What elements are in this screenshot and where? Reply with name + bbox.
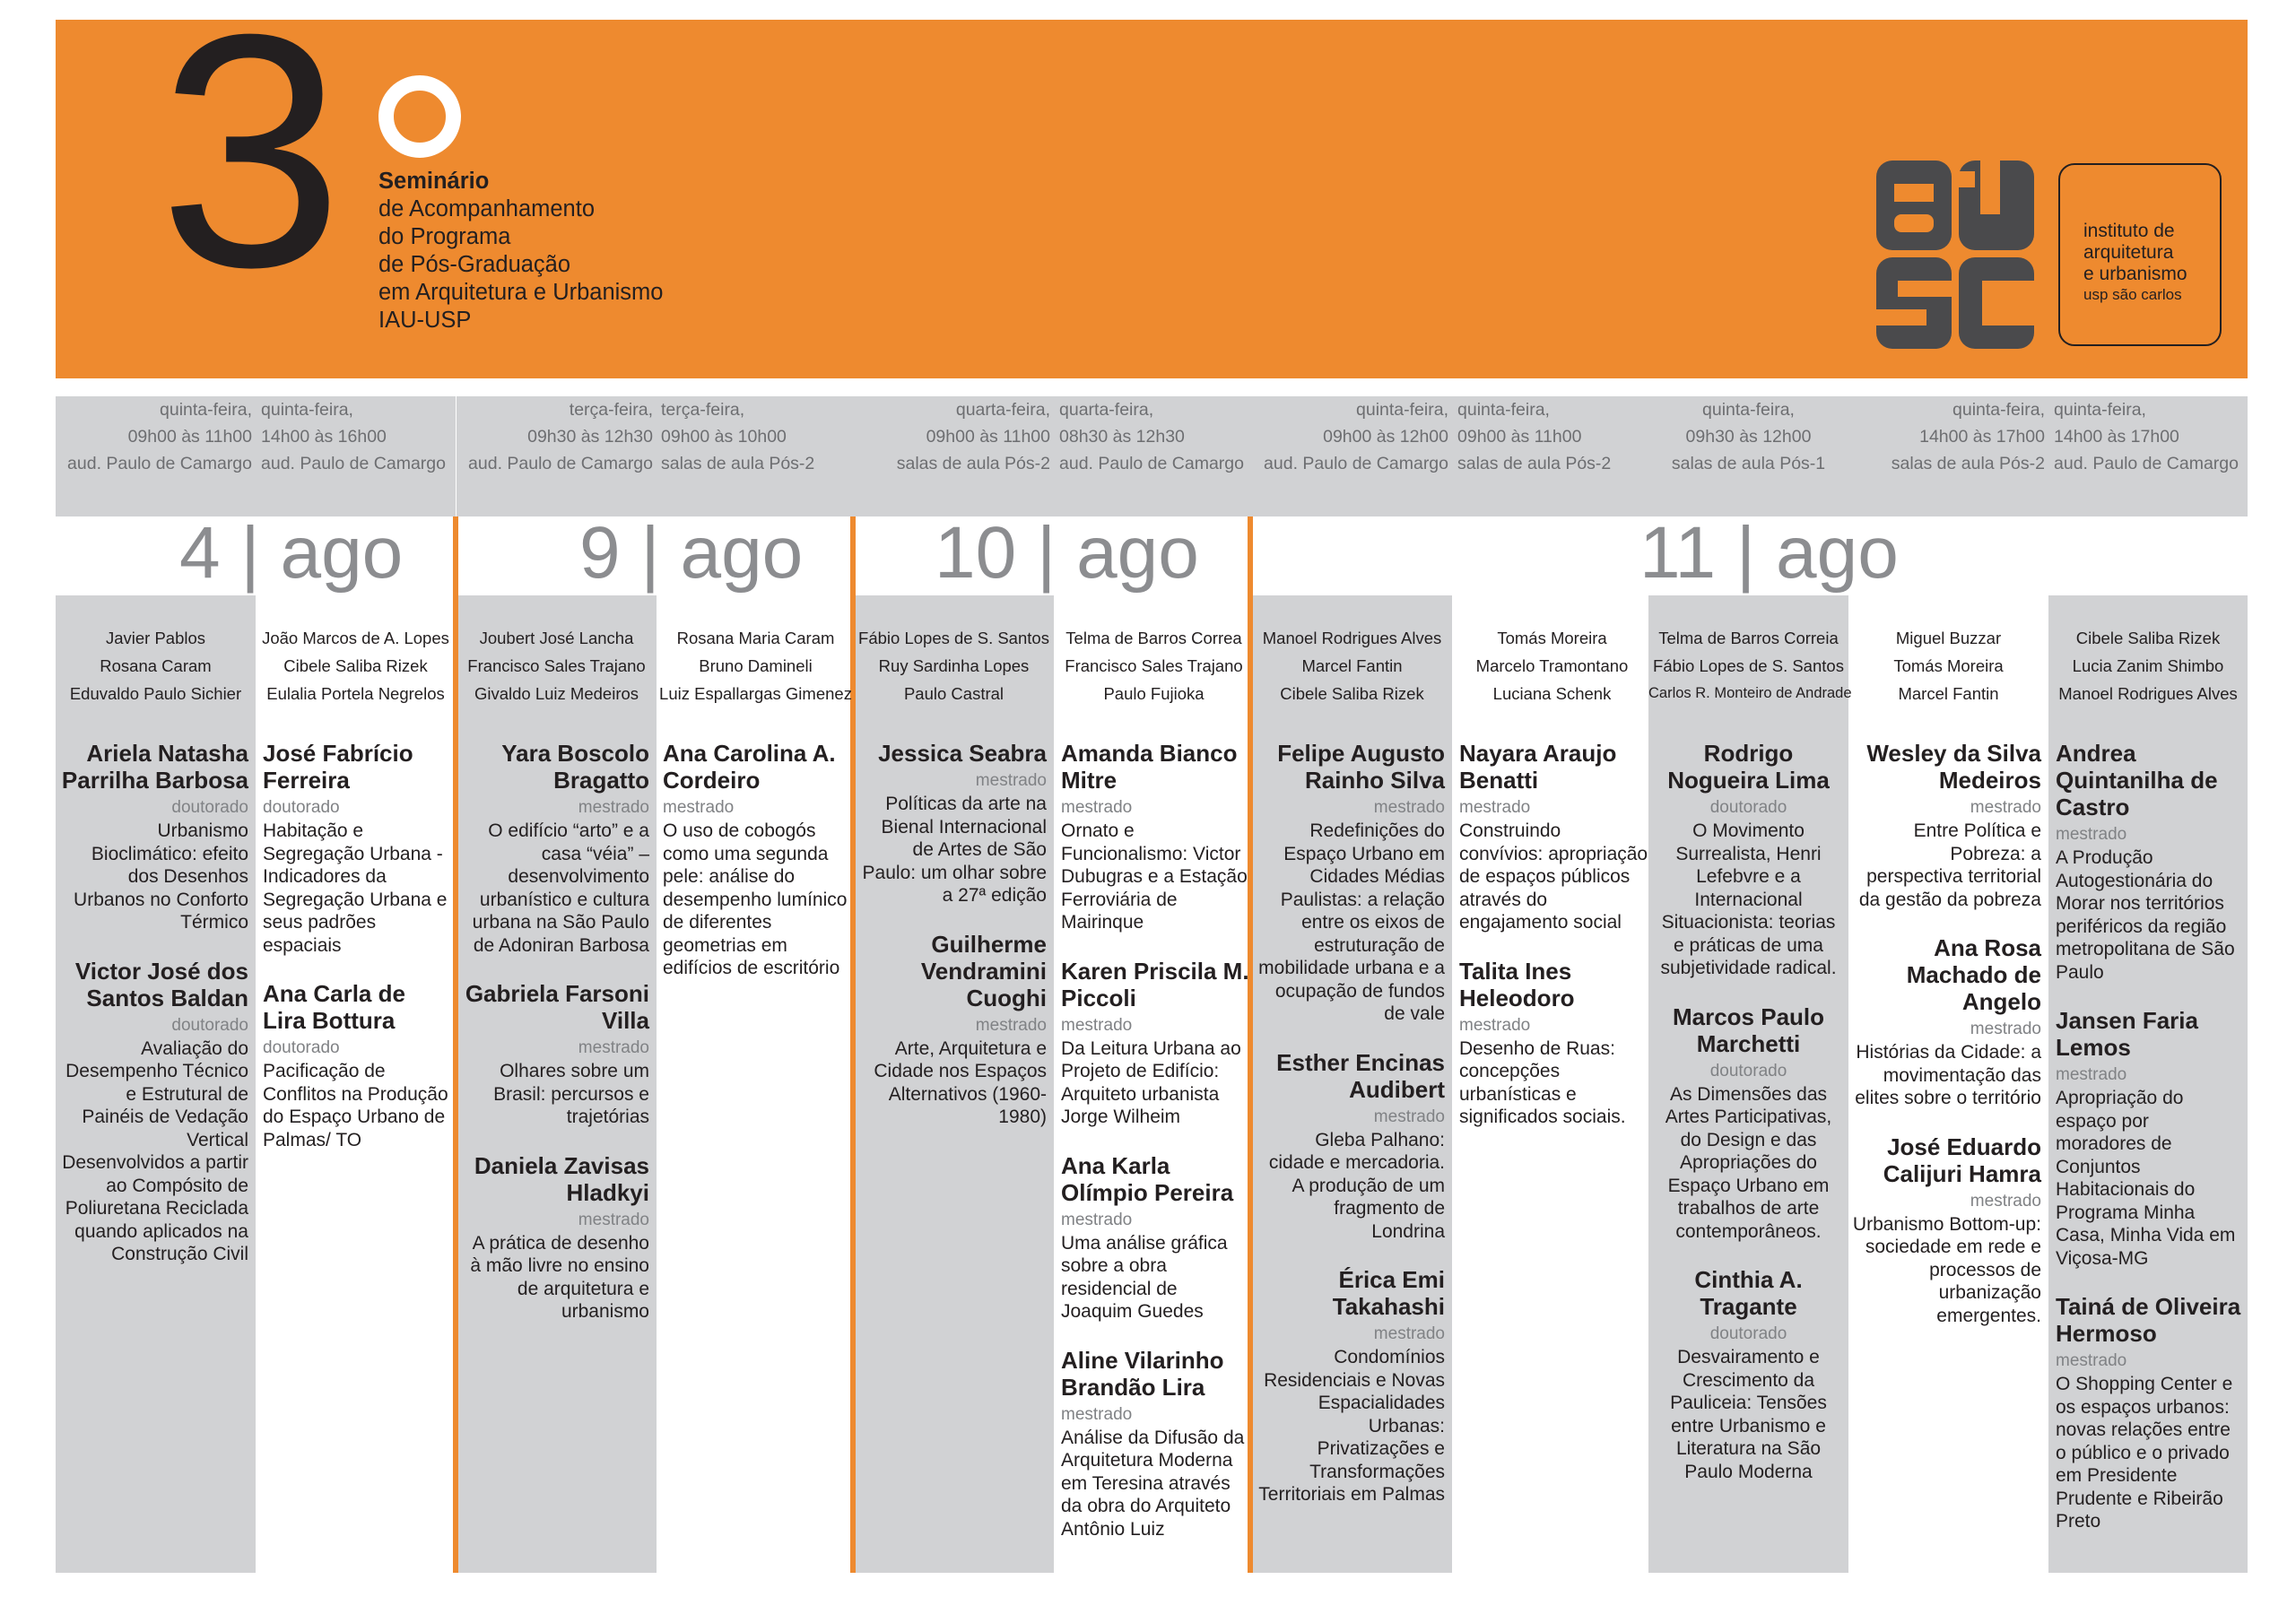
session-time-line: terça-feira, (661, 400, 745, 420)
degree-level: mestrado (1061, 1015, 1133, 1035)
presentation-item (1256, 1266, 1445, 1506)
session-time-line: aud. Paulo de Camargo (2054, 454, 2239, 473)
research-title: Redefinições do Espaço Urbano em Cidades Médias Paulistas: a relação entre os eixos de estruturação de mobilidade urbana e a ocupação de fundos de vale (1258, 820, 1445, 1024)
presentation-item (857, 740, 1047, 907)
date-label: 10 | ago (935, 512, 1199, 594)
degree-level: doutorado (171, 1015, 248, 1035)
session-time-line: salas de aula Pós-2 (896, 454, 1050, 473)
session-time-line: salas de aula Pós-1 (1671, 454, 1826, 473)
seminar-title-line: em Arquitetura e Urbanismo (378, 280, 664, 305)
research-title: Pacificação de Conflitos na Produção do Espaço Urbano de Palmas/ TO (263, 1061, 448, 1150)
student-name: Jessica Seabra (878, 740, 1047, 767)
board-member: Marcel Fantin (1301, 656, 1403, 675)
session-time-line: 09h00 às 10h00 (661, 427, 787, 447)
board-member: Francisco Sales Trajano (467, 656, 646, 675)
presentation-item (1459, 958, 1648, 1129)
session-time-line: 09h30 às 12h00 (1685, 427, 1812, 447)
degree-level: mestrado (1373, 1107, 1445, 1126)
board-member: Eulalia Portela Negrelos (266, 684, 445, 703)
student-name: Talita Ines Heleodoro (1459, 957, 1575, 1011)
session-time-line: aud. Paulo de Camargo (1264, 454, 1448, 473)
presentation-list (2048, 740, 2248, 1557)
presentation-item (1654, 1266, 1843, 1483)
board-member: Carlos R. Monteiro de Andrade (1648, 685, 1852, 701)
session-time (1648, 396, 1848, 477)
session-time-line: 08h30 às 12h30 (1059, 427, 1185, 447)
evaluation-board (457, 624, 657, 707)
session-time-line: quinta-feira, (1702, 400, 1795, 420)
presentation-item (1852, 1133, 2041, 1328)
seminar-title (378, 168, 663, 334)
research-title: Da Leitura Urbana ao Projeto de Edifício: Arquiteto urbanista Jorge Wilheim (1061, 1037, 1241, 1127)
student-name: José Fabrício Ferreira (263, 740, 413, 794)
presentation-item (460, 740, 649, 957)
degree-level: mestrado (1061, 798, 1133, 817)
session-time-line: 09h30 às 12h30 (527, 427, 653, 447)
session-time-line: 09h00 às 11h00 (926, 427, 1050, 447)
research-title: O edifício “arto” e a casa “véia” – desenvolvimento urbanístico e cultura urbana na São Paulo de Adoniran Barbosa (472, 820, 649, 956)
presentation-item (460, 1152, 649, 1324)
evaluation-board (256, 624, 456, 707)
student-name: Ana Rosa Machado de Angelo (1906, 934, 2041, 1015)
evaluation-board (854, 624, 1054, 707)
session-time-line: quinta-feira, (261, 400, 353, 420)
board-member: Ruy Sardinha Lopes (878, 656, 1030, 675)
presentation-item (1061, 1152, 1250, 1324)
presentation-item (1852, 934, 2041, 1110)
degree-level: mestrado (975, 1015, 1047, 1035)
session-time-line: quarta-feira, (955, 400, 1050, 420)
evaluation-board (1452, 624, 1652, 707)
board-member: Javier Pablos (105, 629, 206, 647)
degree-level: doutorado (263, 798, 340, 817)
board-member: Francisco Sales Trajano (1065, 656, 1243, 675)
presentation-list (1848, 740, 2048, 1350)
session-time-line: salas de aula Pós-2 (1891, 454, 2045, 473)
degree-level: mestrado (1970, 798, 2041, 817)
session-time (656, 396, 856, 477)
board-member: Paulo Fujioka (1103, 684, 1205, 703)
board-member: Cibele Saliba Rizek (1280, 684, 1424, 703)
session-time (854, 396, 1054, 477)
research-title: A Produção Autogestionária do Morar nos territórios periféricos da região metropolitana de São Paulo (2056, 847, 2235, 983)
presentation-list (256, 740, 456, 1175)
student-name: Ana Karla Olímpio Pereira (1061, 1151, 1234, 1206)
research-title: Políticas da arte na Bienal Internacional de Artes de São Paulo: um olhar sobre a 27ª edição (862, 794, 1047, 906)
research-title: Análise da Difusão da Arquitetura Moderna em Teresina através da obra do Arquiteto Antônio Luiz (1061, 1427, 1245, 1540)
board-member: Luciana Schenk (1492, 684, 1612, 703)
presentation-list (1452, 740, 1652, 1152)
presentation-item (263, 980, 452, 1151)
research-title: O uso de cobogós como uma segunda pele: análise do desempenho lumínico de diferentes geometrias em edifícios de escritório (663, 820, 848, 978)
research-title: Avaliação do Desempenho Técnico e Estrutural de Painéis de Vedação Vertical Desenvolvidos a partir ao Compósito de Poliuretana Reciclada quando aplicados na Construção Civil (62, 1037, 248, 1264)
session-time (1848, 396, 2048, 477)
presentation-item (1256, 740, 1445, 1026)
presentation-item (1256, 1049, 1445, 1244)
presentation-item (1654, 1003, 1843, 1244)
student-name: José Eduardo Calijuri Hamra (1883, 1133, 2041, 1187)
board-member: Telma de Barros Correia (1658, 629, 1839, 647)
session-time-line: aud. Paulo de Camargo (67, 454, 252, 473)
board-member: Eduvaldo Paulo Sichier (69, 684, 242, 703)
degree-level: mestrado (1373, 798, 1445, 817)
board-member: Lucia Zanim Shimbo (2072, 656, 2224, 675)
seminar-title-line: Seminário (378, 169, 490, 194)
evaluation-board (1648, 624, 1852, 707)
degree-level: doutorado (1709, 1324, 1787, 1343)
presentation-list (1252, 740, 1452, 1530)
board-member: Rosana Caram (100, 656, 212, 675)
presentation-list (656, 740, 856, 1003)
student-name: Gabriela Farsoni Villa (465, 980, 649, 1034)
degree-level: mestrado (1459, 798, 1531, 817)
research-title: O Movimento Surrealista, Henri Lefebvre e a Internacional Situacionista: teorias e práticas de uma subjetividade radical. (1660, 820, 1837, 978)
research-title: Uma análise gráfica sobre a obra residencial de Joaquim Guedes (1061, 1232, 1228, 1322)
presentation-item (59, 740, 248, 934)
presentation-list (457, 740, 657, 1347)
session-time (2048, 396, 2248, 477)
board-member: Joubert José Lancha (479, 629, 634, 647)
institute-campus: usp são carlos (2083, 286, 2182, 303)
degree-level: mestrado (2056, 825, 2127, 844)
session-time-line: quinta-feira, (2054, 400, 2146, 420)
student-name: Nayara Araujo Benatti (1459, 740, 1617, 794)
degree-level: doutorado (1709, 1061, 1787, 1081)
session-time (1054, 396, 1254, 477)
degree-level: doutorado (263, 1038, 340, 1057)
degree-level: mestrado (2056, 1065, 2127, 1084)
student-name: Karen Priscila M. Piccoli (1061, 957, 1249, 1011)
session-time-line: quinta-feira, (1457, 400, 1550, 420)
presentation-list (1648, 740, 1848, 1506)
presentation-list (1054, 740, 1254, 1564)
session-time-line: aud. Paulo de Camargo (468, 454, 653, 473)
student-name: Jansen Faria Lemos (2056, 1007, 2198, 1061)
evaluation-board (656, 624, 856, 707)
session-time (1252, 396, 1452, 477)
board-member: Cibele Saliba Rizek (2075, 629, 2221, 647)
board-member: Tomás Moreira (1497, 629, 1607, 647)
board-member: Luiz Espallargas Gimenez (659, 684, 852, 703)
evaluation-board (1848, 624, 2048, 707)
board-member: Marcelo Tramontano (1475, 656, 1629, 675)
seminar-title-line: do Programa (378, 224, 511, 249)
student-name: Aline Vilarinho Brandão Lira (1061, 1346, 1224, 1401)
date-label: 4 | ago (179, 512, 404, 594)
student-name: Felipe Augusto Rainho Silva (1277, 740, 1445, 794)
degree-level: mestrado (578, 798, 649, 817)
presentation-item (1852, 740, 2041, 911)
evaluation-board (2048, 624, 2248, 707)
student-name: Ana Carolina A. Cordeiro (663, 740, 836, 794)
board-member: Fábio Lopes de S. Santos (1653, 656, 1844, 675)
research-title: Urbanismo Bottom-up: sociedade em rede e processos de urbanização emergentes. (1852, 1213, 2041, 1326)
degree-level: mestrado (1373, 1324, 1445, 1343)
research-title: Arte, Arquitetura e Cidade nos Espaços Alternativos (1960-1980) (874, 1037, 1047, 1127)
degree-level: mestrado (975, 771, 1047, 790)
research-title: Desenho de Ruas: concepções urbanísticas e significados sociais. (1459, 1037, 1626, 1127)
session-time-line: 14h00 às 17h00 (1919, 427, 2045, 447)
board-member: Telma de Barros Correa (1065, 629, 1242, 647)
edition-number: 3 (159, 0, 335, 336)
student-name: Ariela Natasha Parrilha Barbosa (61, 740, 248, 794)
session-time-line: aud. Paulo de Camargo (261, 454, 446, 473)
presentation-item (263, 740, 452, 957)
research-title: Habitação e Segregação Urbana - Indicadores da Segregação Urbana e seus padrões espaciais (263, 820, 448, 956)
presentation-item (2056, 1007, 2244, 1270)
date-label: 9 | ago (579, 512, 804, 594)
seminar-title-line: IAU-USP (378, 308, 472, 333)
research-title: A prática de desenho à mão livre no ensino de arquitetura e urbanismo (470, 1232, 649, 1322)
student-name: Daniela Zavisas Hladkyi (474, 1151, 649, 1206)
student-name: Wesley da Silva Medeiros (1866, 740, 2041, 794)
session-time-line: aud. Paulo de Camargo (1059, 454, 1244, 473)
degree-level: mestrado (1970, 1020, 2041, 1038)
degree-level: mestrado (1061, 1210, 1133, 1229)
session-time (457, 396, 657, 477)
session-time-line: 14h00 às 17h00 (2054, 427, 2179, 447)
presentation-item (1061, 740, 1250, 934)
session-time-line: quinta-feira, (160, 400, 252, 420)
research-title: Entre Política e Pobreza: a perspectiva territorial da gestão da pobreza (1858, 820, 2041, 910)
board-member: Marcel Fantin (1898, 684, 1999, 703)
research-title: Urbanismo Bioclimático: efeito dos Desenhos Urbanos no Conforto Térmico (74, 820, 248, 933)
degree-level: doutorado (1709, 798, 1787, 817)
student-name: Victor José dos Santos Baldan (74, 957, 248, 1011)
session-time-line: quinta-feira, (1356, 400, 1448, 420)
presentation-item (2056, 1293, 2244, 1533)
presentation-list (56, 740, 256, 1289)
session-time-line: 09h00 às 11h00 (127, 427, 252, 447)
student-name: Tainá de Oliveira Hermoso (2056, 1293, 2241, 1347)
board-member: Fábio Lopes de S. Santos (858, 629, 1049, 647)
presentation-item (857, 931, 1047, 1129)
session-time-line: salas de aula Pós-2 (1457, 454, 1612, 473)
degree-level: mestrado (1061, 1404, 1133, 1424)
session-time-line: quinta-feira, (1952, 400, 2045, 420)
iau-logo-icon (1876, 161, 2034, 349)
session-time (56, 396, 256, 477)
session-time-line: 09h00 às 11h00 (1457, 427, 1582, 447)
research-title: Construindo convívios: apropriação de espaços públicos através do engajamento social (1459, 820, 1648, 933)
student-name: Amanda Bianco Mitre (1061, 740, 1238, 794)
ordinal-degree-icon (378, 75, 461, 158)
session-time-line: 14h00 às 16h00 (261, 427, 387, 447)
session-time-line: salas de aula Pós-2 (661, 454, 815, 473)
student-name: Cinthia A. Tragante (1694, 1266, 1803, 1320)
presentation-item (1061, 1347, 1250, 1541)
degree-level: mestrado (1970, 1191, 2041, 1211)
research-title: Apropriação do espaço por moradores de Conjuntos Habitacionais do Programa Minha Casa, Minha Vida em Viçosa-MG (2056, 1088, 2236, 1269)
board-member: Givaldo Luiz Medeiros (474, 684, 639, 703)
research-title: Gleba Palhano: cidade e mercadoria. A produção de um fragmento de Londrina (1268, 1129, 1445, 1242)
presentation-item (1061, 958, 1250, 1129)
student-name: Ana Carla de Lira Bottura (263, 980, 405, 1034)
degree-level: mestrado (2056, 1351, 2127, 1370)
presentation-list (854, 740, 1054, 1152)
session-time-line: quarta-feira, (1059, 400, 1154, 420)
degree-level: mestrado (663, 798, 735, 817)
degree-level: mestrado (578, 1038, 649, 1057)
presentation-item (460, 980, 649, 1129)
board-member: Bruno Damineli (699, 656, 813, 675)
student-name: Yara Boscolo Bragatto (501, 740, 649, 794)
research-title: Ornato e Funcionalismo: Victor Dubugras e a Estação Ferroviária de Mairinque (1061, 820, 1248, 933)
institute-line: arquitetura (2083, 242, 2174, 263)
presentation-item (1459, 740, 1648, 934)
institute-line: e urbanismo (2083, 264, 2187, 284)
board-member: Tomás Moreira (1893, 656, 2004, 675)
presentation-item (663, 740, 852, 980)
board-member: Manoel Rodrigues Alves (1262, 629, 1442, 647)
student-name: Érica Emi Takahashi (1332, 1266, 1445, 1320)
seminar-title-line: de Acompanhamento (378, 196, 596, 221)
presentation-item (2056, 740, 2244, 984)
evaluation-board (1252, 624, 1452, 707)
board-member: Miguel Buzzar (1895, 629, 2002, 647)
evaluation-board (56, 624, 256, 707)
student-name: Guilherme Vendramini Cuoghi (920, 930, 1047, 1011)
session-time-line: 09h00 às 12h00 (1323, 427, 1448, 447)
header-banner (56, 0, 2248, 378)
institute-line: instituto de (2083, 221, 2175, 241)
board-member: João Marcos de A. Lopes (262, 629, 449, 647)
session-time (1452, 396, 1652, 477)
student-name: Andrea Quintanilha de Castro (2056, 740, 2218, 820)
presentation-item (1654, 740, 1843, 980)
student-name: Esther Encinas Audibert (1276, 1048, 1445, 1103)
presentation-item (59, 958, 248, 1266)
board-member: Rosana Maria Caram (676, 629, 835, 647)
student-name: Rodrigo Nogueira Lima (1667, 740, 1830, 794)
date-label: 11 | ago (1639, 512, 1899, 594)
board-member: Manoel Rodrigues Alves (2058, 684, 2238, 703)
board-member: Paulo Castral (903, 684, 1004, 703)
seminar-title-line: de Pós-Graduação (378, 252, 571, 277)
institute-name-box (2058, 163, 2222, 346)
session-time (256, 396, 456, 477)
degree-level: mestrado (578, 1210, 649, 1229)
research-title: As Dimensões das Artes Participativas, do Design e das Apropriações do Espaço Urbano em trabalhos de arte contemporâneos. (1665, 1083, 1832, 1242)
research-title: Condomínios Residenciais e Novas Espacialidades Urbanas: Privatizações e Transformações Territoriais em Palmas (1258, 1347, 1445, 1505)
evaluation-board (1054, 624, 1254, 707)
student-name: Marcos Paulo Marchetti (1672, 1002, 1825, 1057)
research-title: Histórias da Cidade: a movimentação das elites sobre o território (1855, 1042, 2041, 1108)
session-time-line: terça-feira, (569, 400, 653, 420)
research-title: O Shopping Center e os espaços urbanos: novas relações entre o público e o privado em Presidente Prudente e Ribeirão Preto (2056, 1374, 2233, 1532)
research-title: Desvairamento e Crescimento da Pauliceia: Tensões entre Urbanismo e Literatura na São Paulo Moderna (1670, 1347, 1827, 1482)
research-title: Olhares sobre um Brasil: percursos e trajetórias (493, 1061, 649, 1127)
board-member: Cibele Saliba Rizek (283, 656, 428, 675)
degree-level: mestrado (1459, 1015, 1531, 1035)
degree-level: doutorado (171, 798, 248, 817)
